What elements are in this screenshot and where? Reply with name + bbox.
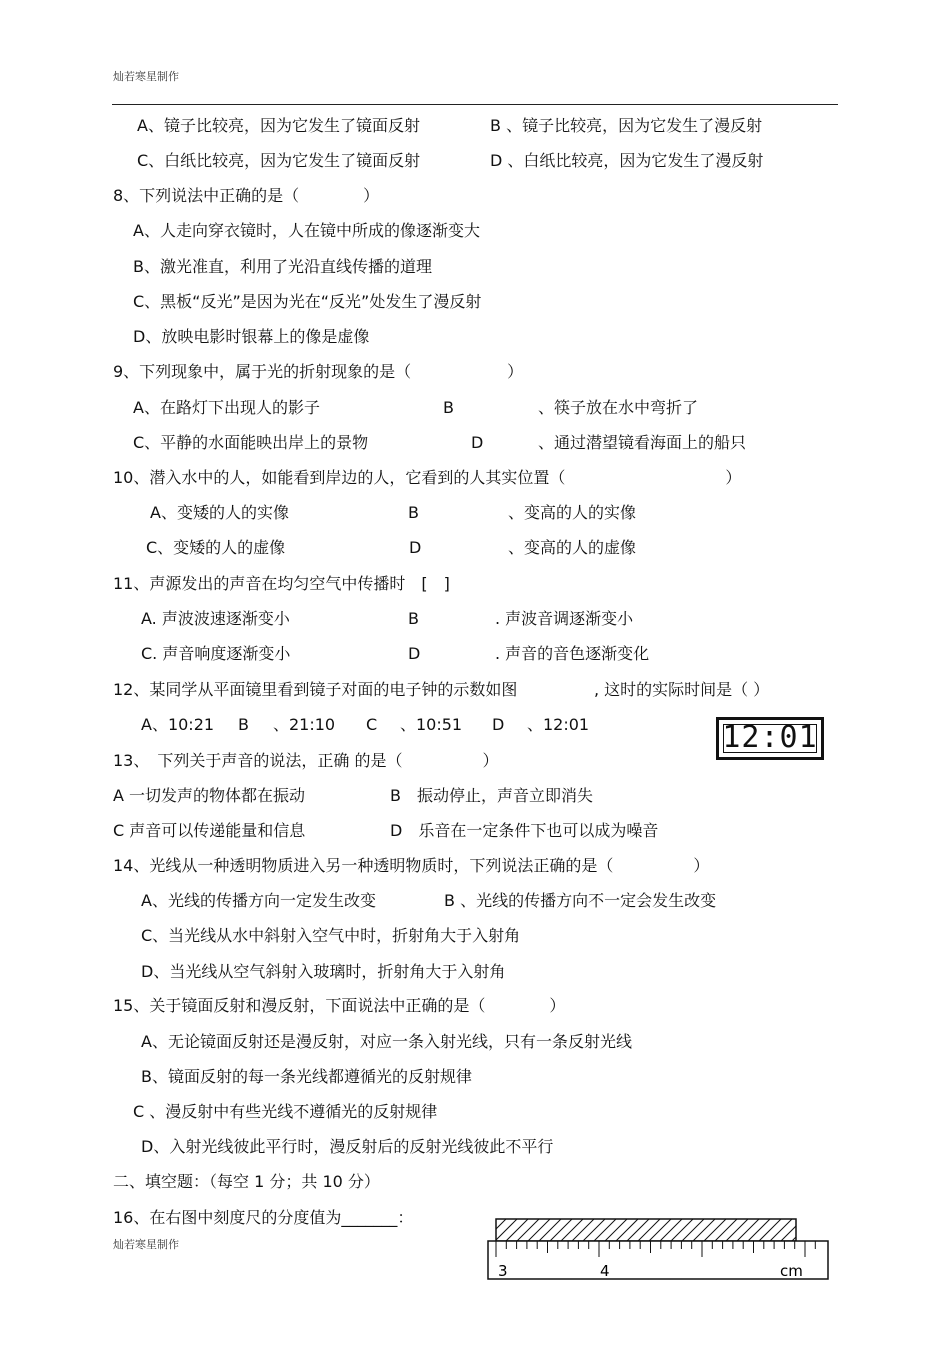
q14-option-c: C、当光线从水中斜射入空气中时，折射角大于入射角 <box>141 926 521 945</box>
q7-option-d: D 、白纸比较亮，因为它发生了漫反射 <box>490 151 764 170</box>
q16-stem: 16、在右图中刻度尺的分度值为_______： <box>113 1208 414 1227</box>
q12-option-c-letter: C <box>366 715 378 734</box>
q11-option-b-letter: B <box>408 609 419 628</box>
q9-option-b-letter: B <box>443 398 454 417</box>
q12-option-d-letter: D <box>492 715 505 734</box>
q11-option-a: A. 声波波速逐渐变小 <box>141 609 290 628</box>
q10-option-b-letter: B <box>408 503 419 522</box>
q15-option-a: A、无论镜面反射还是漫反射，对应一条入射光线，只有一条反射光线 <box>141 1032 632 1051</box>
ruler-body <box>488 1241 828 1279</box>
q10-stem: 10、潜入水中的人，如能看到岸边的人，它看到的人其实位置（ ） <box>113 468 742 487</box>
digital-clock <box>716 717 824 760</box>
ruler-label-unit: cm <box>780 1262 803 1280</box>
q12-stem: 12、某同学从平面镜里看到镜子对面的电子钟的示数如图 <box>113 680 518 699</box>
q15-option-b: B、镜面反射的每一条光线都遵循光的反射规律 <box>141 1067 472 1086</box>
q9-option-d-letter: D <box>471 433 484 452</box>
q14-option-a: A、光线的传播方向一定发生改变 <box>141 891 376 910</box>
q10-option-a: A、变矮的人的实像 <box>150 503 289 522</box>
q11-stem: 11、声源发出的声音在均匀空气中传播时 [ ] <box>113 574 450 593</box>
q8-option-b: B、激光准直，利用了光沿直线传播的道理 <box>133 257 432 276</box>
q10-option-d: 、变高的人的虚像 <box>508 538 637 557</box>
q13-stem: 13、 下列关于声音的说法，正确 的是（ ） <box>113 751 499 770</box>
hatch-line <box>814 1219 834 1241</box>
q12-stem-tail: , 这时的实际时间是（ ） <box>594 680 770 699</box>
q13-option-a: A 一切发声的物体都在振动 <box>113 786 306 805</box>
q15-stem: 15、关于镜面反射和漫反射，下面说法中正确的是（ ） <box>113 996 566 1015</box>
q15-option-c: C 、漫反射中有些光线不遵循光的反射规律 <box>133 1102 438 1121</box>
q9-option-c: C、平静的水面能映出岸上的景物 <box>133 433 369 452</box>
q11-option-d: . 声音的音色逐渐变化 <box>495 644 650 663</box>
q9-option-b: 、筷子放在水中弯折了 <box>538 398 699 417</box>
header-watermark: 灿若寒星制作 <box>113 70 179 83</box>
ruler-figure <box>484 1216 834 1286</box>
ruler-label-mid: 4 <box>600 1262 610 1280</box>
q7-option-c: C、白纸比较亮，因为它发生了镜面反射 <box>137 151 421 170</box>
q10-option-c: C、变矮的人的虚像 <box>146 538 286 557</box>
hatch-line <box>803 1219 825 1241</box>
footer-watermark: 灿若寒星制作 <box>113 1238 179 1251</box>
q13-option-d: D 乐音在一定条件下也可以成为噪音 <box>390 821 659 840</box>
q9-stem: 9、下列现象中，属于光的折射现象的是（ ） <box>113 362 524 381</box>
q7-option-b: B 、镜子比较亮，因为它发生了漫反射 <box>490 116 763 135</box>
q12-option-d: 、12:01 <box>527 715 590 734</box>
ruler-label-left: 3 <box>498 1262 508 1280</box>
q9-option-d: 、通过潜望镜看海面上的船只 <box>538 433 747 452</box>
q13-option-b: B 振动停止，声音立即消失 <box>390 786 593 805</box>
q8-option-d: D、放映电影时银幕上的像是虚像 <box>133 327 370 346</box>
q12-option-b: 、21:10 <box>273 715 336 734</box>
q11-option-b: . 声波音调逐渐变小 <box>495 609 634 628</box>
q8-option-c: C、黑板“反光”是因为光在“反光”处发生了漫反射 <box>133 292 482 311</box>
q8-stem: 8、下列说法中正确的是（ ） <box>113 186 380 205</box>
q15-option-d: D、入射光线彼此平行时，漫反射后的反射光线彼此不平行 <box>141 1137 554 1156</box>
q14-option-b: B 、光线的传播方向不一定会发生改变 <box>444 891 717 910</box>
q11-option-d-letter: D <box>408 644 421 663</box>
section-title: 二、填空题：（每空 1 分；共 10 分） <box>113 1172 380 1191</box>
q12-option-c: 、10:51 <box>400 715 463 734</box>
header-rule <box>112 104 838 105</box>
q11-option-c: C. 声音响度逐渐变小 <box>141 644 291 663</box>
q12-option-a: A、10:21 <box>141 715 215 734</box>
q7-option-a: A、镜子比较亮，因为它发生了镜面反射 <box>137 116 420 135</box>
q10-option-d-letter: D <box>409 538 422 557</box>
clock-digits: 12:01 <box>722 720 818 755</box>
q14-stem: 14、光线从一种透明物质进入另一种透明物质时，下列说法正确的是（ ） <box>113 856 710 875</box>
q8-option-a: A、人走向穿衣镜时，人在镜中所成的像逐渐变大 <box>133 221 480 240</box>
q13-option-c: C 声音可以传递能量和信息 <box>113 821 306 840</box>
q14-option-d: D、当光线从空气斜射入玻璃时，折射角大于入射角 <box>141 962 506 981</box>
q9-option-a: A、在路灯下出现人的影子 <box>133 398 320 417</box>
q10-option-b: 、变高的人的实像 <box>508 503 637 522</box>
q12-option-b-letter: B <box>238 715 249 734</box>
